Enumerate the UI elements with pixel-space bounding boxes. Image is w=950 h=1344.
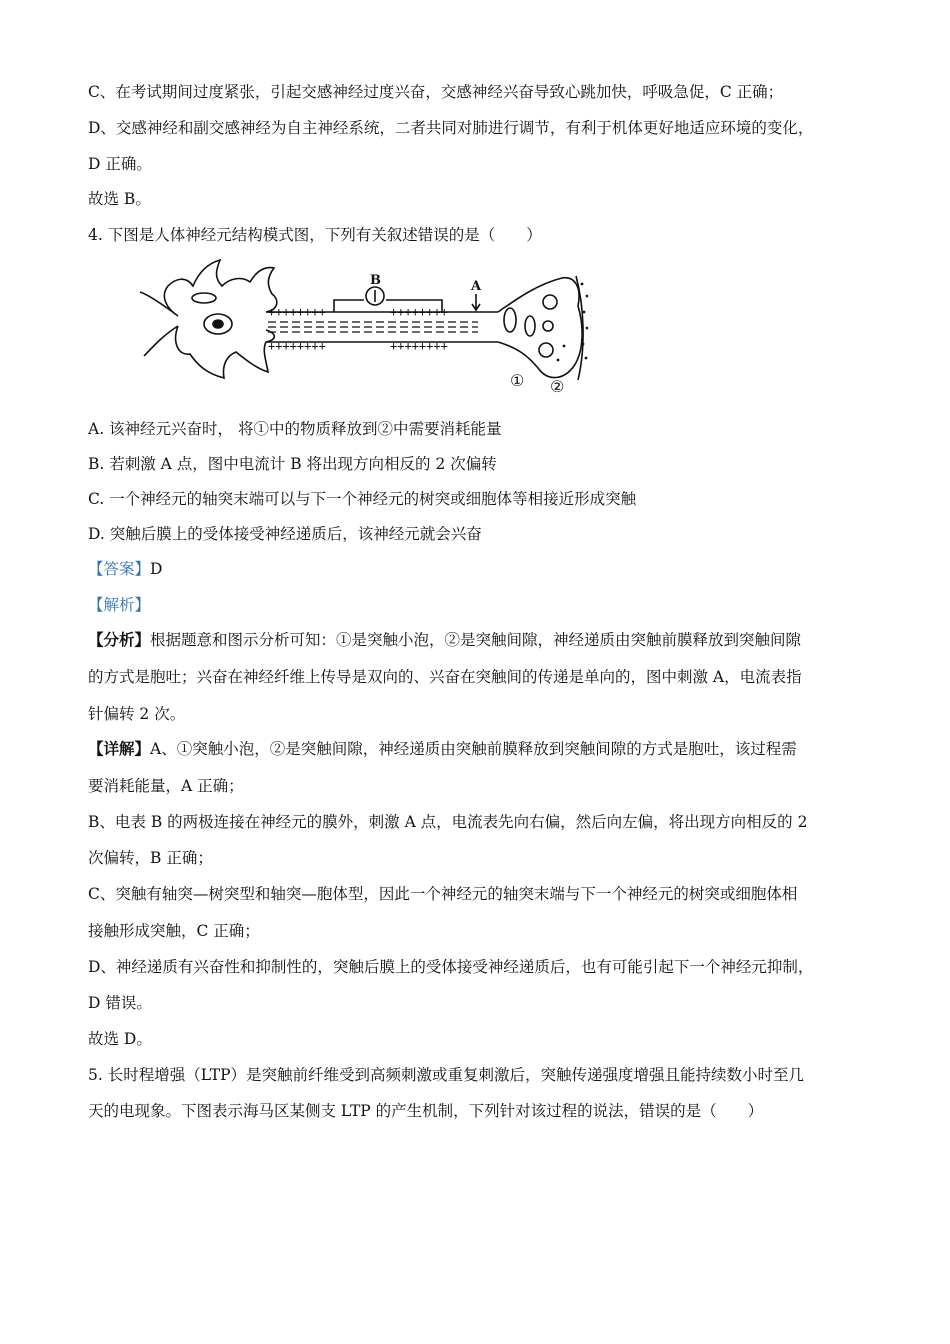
galvanometer-label-b: B <box>370 273 381 288</box>
option-b: B. 若刺激 A 点，图中电流计 B 将出现方向相反的 2 次偏转 <box>88 455 497 473</box>
text-line: 接触形成突触，C 正确； <box>88 922 260 940</box>
analysis-heading <box>88 595 868 615</box>
marker-synaptic-cleft: ② <box>550 377 565 396</box>
text-line: 故选 B。 <box>88 190 151 208</box>
plus-marks-bottom-right: ++++++++ <box>390 339 448 353</box>
analysis-tag: 【解析】 <box>88 596 151 614</box>
text-line: 故选 D。 <box>88 1030 152 1048</box>
plus-marks-top-right: ++++++++ <box>390 305 448 319</box>
option-c: C. 一个神经元的轴突末端可以与下一个神经元的树突或细胞体等相接近形成突触 <box>88 490 637 508</box>
text-line: 的方式是胞吐；兴奋在神经纤维上传导是双向的、兴奋在突触间的传递是单向的，图中刺激 A，电流表指 <box>88 668 802 686</box>
text-line: 次偏转，B 正确； <box>88 849 213 867</box>
question-4-stem: 4. 下图是人体神经元结构模式图，下列有关叙述错误的是（ ） <box>88 226 542 244</box>
analysis-line <box>88 630 868 650</box>
stimulus-label-a: A <box>471 279 482 294</box>
text-line: C、突触有轴突—树突型和轴突—胞体型，因此一个神经元的轴突末端与下一个神经元的树突或细胞体相 <box>88 885 798 903</box>
question-5-stem: 5. 长时程增强（LTP）是突触前纤维受到高频刺激或重复刺激后，突触传递强度增强且能持续数小时至几 <box>88 1066 805 1084</box>
text-line: 针偏转 2 次。 <box>88 705 186 723</box>
plus-marks-bottom-left: ++++++++ <box>268 339 326 353</box>
text-line: D 错误。 <box>88 994 152 1012</box>
answer-value: D <box>150 560 163 578</box>
fenxi-text: 根据题意和图示分析可知：①是突触小泡，②是突触间隙，神经递质由突触前膜释放到突触间隙 <box>150 631 802 649</box>
marker-synaptic-vesicle: ① <box>510 371 525 390</box>
neuron-structure-figure <box>138 256 588 396</box>
answer-line <box>88 559 868 579</box>
detail-line <box>88 739 868 759</box>
option-a: A. 该神经元兴奋时， 将①中的物质释放到②中需要消耗能量 <box>88 420 502 438</box>
xiangjie-tag: 【详解】 <box>88 739 151 758</box>
text-line: 要消耗能量，A 正确； <box>88 777 244 795</box>
plus-marks-top-left: ++++++++ <box>268 305 326 319</box>
xiangjie-text: A、①突触小泡，②是突触间隙，神经递质由突触前膜释放到突触间隙的方式是胞吐，该过程需 <box>150 740 797 758</box>
text-line: B、电表 B 的两极连接在神经元的膜外，刺激 A 点，电流表先向右偏，然后向左偏，将出现方向相反的 2 <box>88 813 808 831</box>
text-line: C、在考试期间过度紧张，引起交感神经过度兴奋，交感神经兴奋导致心跳加快，呼吸急促，C 正确； <box>88 83 784 101</box>
text-line: 天的电现象。下图表示海马区某侧支 LTP 的产生机制，下列针对该过程的说法，错误的是（ ） <box>88 1102 764 1120</box>
fenxi-tag: 【分析】 <box>88 630 151 649</box>
option-d: D. 突触后膜上的受体接受神经递质后，该神经元就会兴奋 <box>88 525 482 543</box>
text-line: D、交感神经和副交感神经为自主神经系统，二者共同对肺进行调节，有利于机体更好地适应环境的变化， <box>88 119 814 137</box>
text-line: D 正确。 <box>88 155 152 173</box>
answer-tag: 【答案】 <box>88 560 151 578</box>
text-line: D、神经递质有兴奋性和抑制性的，突触后膜上的受体接受神经递质后，也有可能引起下一个神经元抑制， <box>88 958 814 976</box>
